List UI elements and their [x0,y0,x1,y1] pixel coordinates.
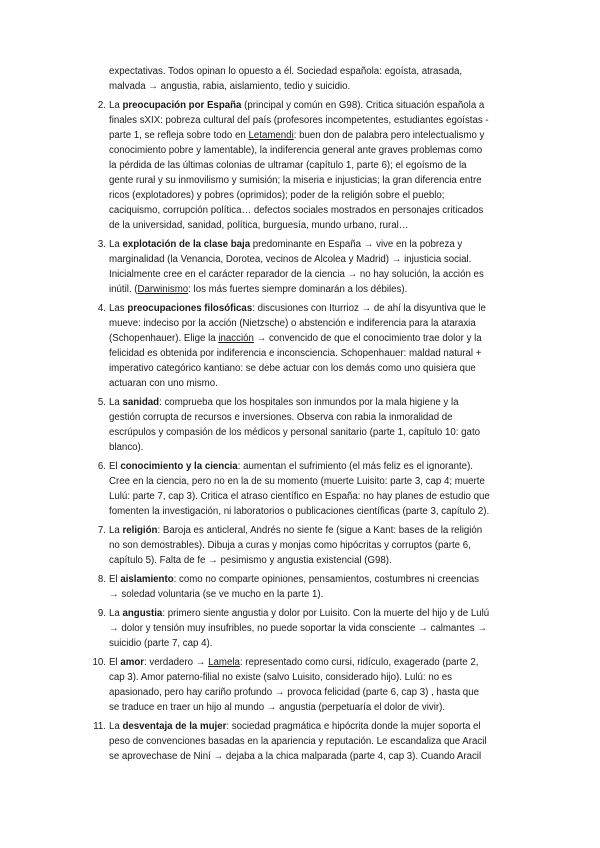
list-item [88,572,528,602]
text-run: Cree en la ciencia, pero no en la de su momento (muerte Luisito: parte 3, cap 4; muerte [109,476,485,487]
text-run: Lulú: parte 7, cap 3). Critica el atraso científico en España: no hay planes de estudio que [109,491,490,502]
text-run: parte 1, se refleja sobre todo en [109,130,249,141]
list-item-text [109,523,528,568]
list-item [88,606,528,651]
text-run: conocimiento pobre y lamentable), la indiferencia general ante graves problemas como [109,145,483,156]
text-run: Inicialmente cree en el carácter reparador de la ciencia → no hay solución, la acción es [109,269,484,280]
text-run: gestión corrupta de recursos e inversiones. Observa con rabia la inmoralidad de [109,412,453,423]
list-item-number: 4. [97,303,106,314]
list-item-number: 7. [97,525,106,536]
text-run: → soledad voluntaria (se ve mucho en la parte 1). [109,589,324,600]
text-run: : verdadero → [144,657,209,668]
text-run: La [109,397,123,408]
list-item-number: 10. [92,657,106,668]
list-item-text [109,655,528,715]
list-item-text [109,459,528,519]
text-run: predominante en España → vive en la pobreza y [250,239,463,250]
bold-term: angustia [122,608,163,619]
text-run: apasionado, pero hay cariño profundo → provoca felicidad (parte 6, cap 3) , hasta que [109,687,479,698]
text-run: (Schopenhauer). Elige la [109,333,219,344]
list-item-number: 2. [97,100,106,111]
text-run: : aumentan el sufrimiento (el más feliz es el ignorante). [237,461,473,472]
bold-term: conocimiento y la ciencia [120,461,238,472]
underlined-term: Lamela [208,657,240,668]
text-run: El [109,657,121,668]
bold-term: aislamiento [120,574,174,585]
text-run: La [109,721,123,732]
text-run: imperativo categórico kantiano: se debe actuar con los demás como uno quisiera que [109,363,476,374]
list-item-text [109,606,528,651]
list-item-text [109,395,528,455]
list-item-text [109,719,528,764]
underlined-term: Letamendi [248,130,294,141]
list-item-number: 3. [97,239,106,250]
text-run: : sociedad pragmática e hipócrita donde la mujer soporta el [226,721,481,732]
list-item-text [109,572,528,602]
text-run: mueve: indeciso por la acción (Nietzsche) o abstención e indiferencia para la ataraxia [109,318,476,329]
text-run: La [109,608,123,619]
text-run: : representado como cursi, ridículo, exagerado (parte 2, [239,657,479,668]
bold-term: desventaja de la mujer [122,721,227,732]
underlined-term: Darwinismo [137,284,189,295]
text-run: La [109,525,123,536]
text-run: : primero siente angustia y dolor por Luisito. Con la muerte del hijo y de Lulú [162,608,490,619]
bold-term: preocupaciones filosóficas [127,303,253,314]
underlined-term: inacción [218,333,254,344]
list-item-number: 6. [97,461,106,472]
list-item [88,459,528,519]
text-run: se aprovechase de Niní → dejaba a la chica malparada (parte 4, cap 3). Cuando Aracil [109,751,482,762]
text-run: : comprueba que los hospitales son inmundos por la mala higiene y la [159,397,459,408]
bold-term: preocupación por España [122,100,242,111]
text-run: blanco). [109,442,144,453]
text-run: inútil. ( [109,284,138,295]
text-run: : los más fuertes siempre dominarán a los débiles). [188,284,408,295]
text-run: peso de convenciones basadas en la apariencia y reputación. Le escandaliza que Aracil [109,736,487,747]
text-line: malvada → angustia, rabia, aislamiento, tedio y suicidio. [109,81,351,92]
bold-term: amor [120,657,145,668]
text-run: → convencido de que el conocimiento trae dolor y la [253,333,482,344]
text-run: : como no comparte opiniones, pensamientos, costumbres ni creencias [173,574,479,585]
text-run: la pérdida de las últimas colonias de ultramar (capítulo 1, parte 6); el egoísmo de la [109,160,467,171]
text-run: capítulo 5). Falta de fe → pesimismo y angustia existencial (G98). [109,555,392,566]
list-item-text [109,98,528,233]
bold-term: sanidad [122,397,160,408]
text-run: escrúpulos y compasión de los médicos y personal sanitario (parte 1, capítulo 10: gato [109,427,481,438]
list-item [88,395,528,455]
text-run: Las [109,303,128,314]
document-body [88,64,528,768]
list-item-text [109,301,528,391]
text-run: cap 3). Amor paterno-filial no existe (salvo Luisito, considerado hijo). Lulú: no es [109,672,453,683]
text-run: El [109,461,121,472]
text-run: : Baroja es anticleral, Andrés no siente fe (sigue a Kant: bases de la religión [157,525,483,536]
list-item [88,98,528,233]
text-run: marginalidad (la Venancia, Dorotea, vecinos de Alcolea y Madrid) → injusticia social. [109,254,472,265]
text-run: de la universidad, sanidad, política, burguesía, mundo urbano, rural… [109,220,409,231]
list-item [88,655,528,715]
text-run: felicidad es obtenida por indiferencia e inconsciencia. Schopenhauer: maldad natural + [109,348,482,359]
continuation-paragraph [88,64,528,94]
bold-term: religión [122,525,158,536]
text-line: expectativas. Todos opinan lo opuesto a él. Sociedad española: egoísta, atrasada, [109,66,463,77]
list-item [88,719,528,764]
text-run: (principal y común en G98). Critica situación española a [241,100,485,111]
list-item-text [109,237,528,297]
text-run: La [109,239,123,250]
list-item [88,301,528,391]
text-run: El [109,574,121,585]
text-run: : buen don de palabra pero intelectualismo y [293,130,485,141]
text-run: suicidio (parte 7, cap 4). [109,638,213,649]
text-run: gente rural y su inmovilismo y sumisión; la miseria e injusticias; la gran diferencia entre [109,175,482,186]
list-item-number: 8. [97,574,106,585]
text-run: : discusiones con Iturrioz → de ahí la disyuntiva que le [252,303,486,314]
text-run: actuaran con uno mismo. [109,378,218,389]
text-run: La [109,100,123,111]
list-item-number: 5. [97,397,106,408]
text-run: fomenten la investigación, ni laboratorios o publicaciones científicas (parte 3, capítulo 2). [109,506,490,517]
text-run: caciquismo, corrupción política… defectos sociales mostrados en personajes criticados [109,205,484,216]
text-run: no son demostrables). Dibuja a curas y monjas como hipócritas y corruptos (parte 6, [109,540,471,551]
bold-term: explotación de la clase baja [122,239,251,250]
list-item [88,237,528,297]
list-item [88,523,528,568]
text-run: se traduce en traer un hijo al mundo → angustia (perpetuaría el dolor de vivir). [109,702,446,713]
numbered-list [88,98,528,764]
list-item-number: 11. [93,721,106,732]
list-item-number: 9. [97,608,106,619]
text-run: ricos (explotadores) y pobres (oprimidos); poder de la religión sobre el pueblo; [109,190,445,201]
text-run: → dolor y tensión muy insufribles, no puede soportar la vida consciente → calmantes → [109,623,488,634]
text-run: finales sXIX: pobreza cultural del país (profesores incompetentes, estudiantes egoístas - [109,115,489,126]
